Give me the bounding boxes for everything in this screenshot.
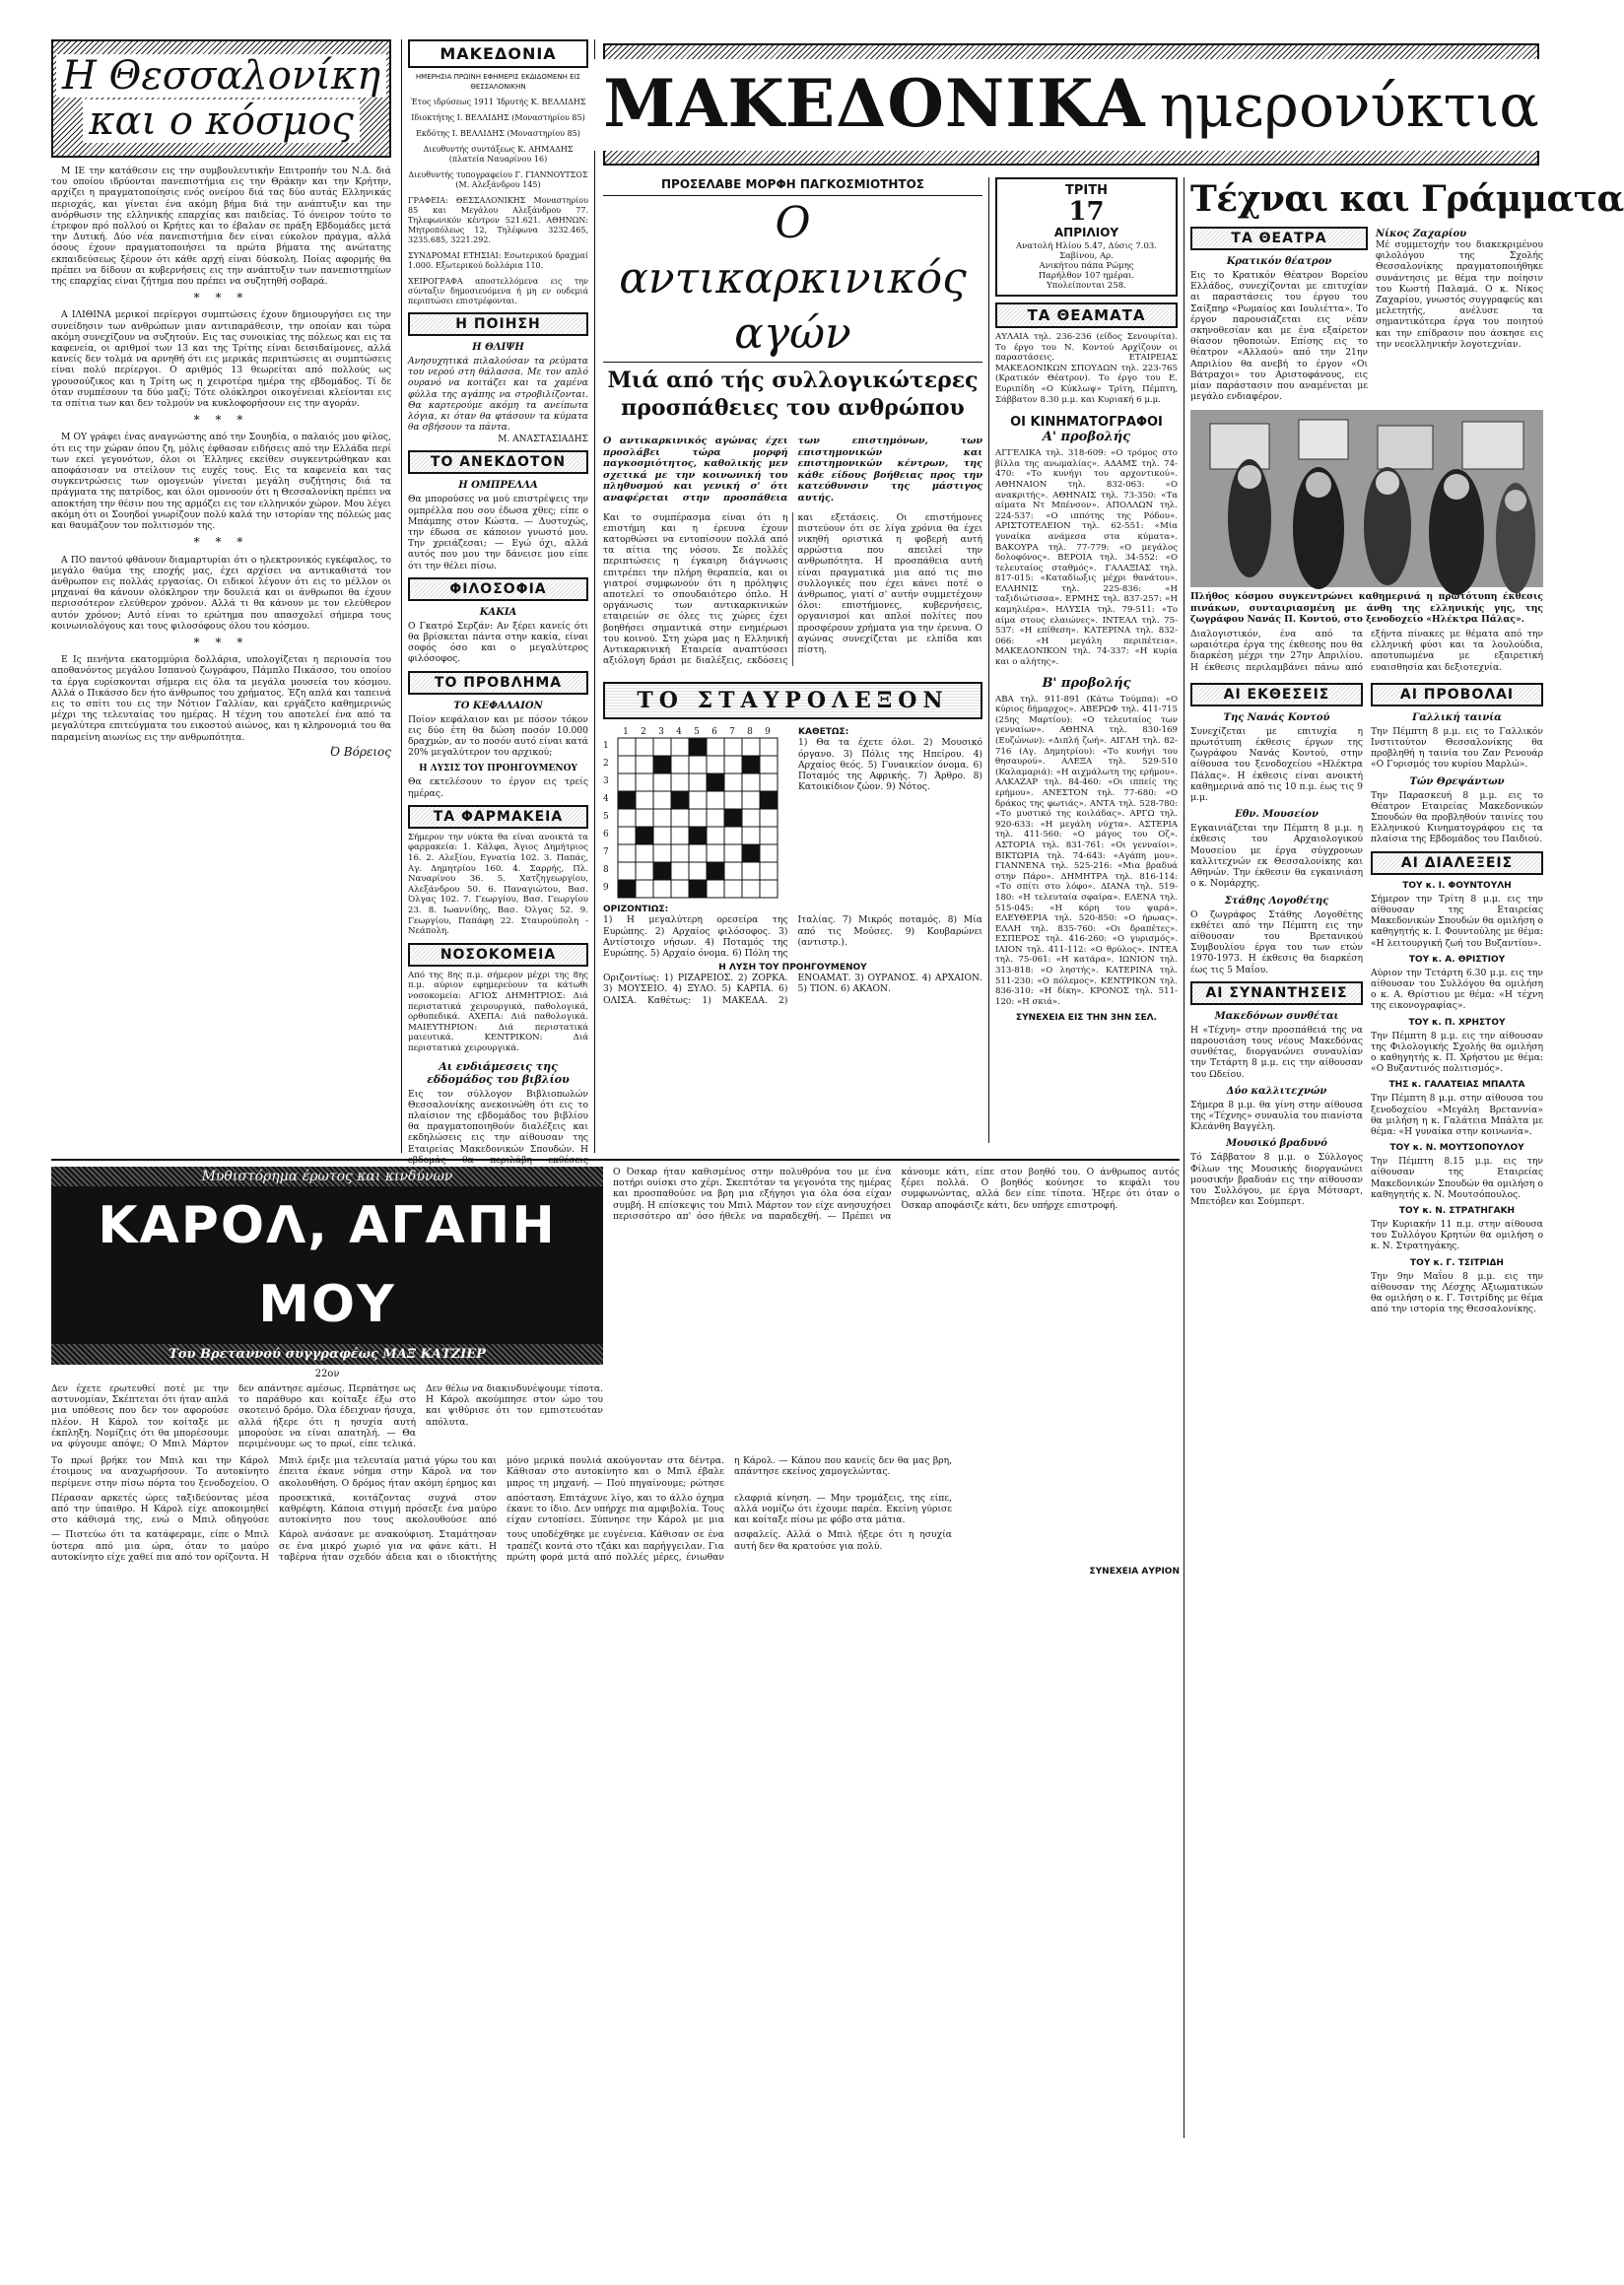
lecture-text: Την Πέμπτη 8 μ.μ. στην αίθουσα του ξενοδοχείου «Μεγάλη Βρεταννία» θα μιλήση η κ. Γαλάτεια Μπάλτα με θέμα: «Η γυναίκα στην κοινωνία». xyxy=(1371,1093,1543,1137)
crossword-row-numbers xyxy=(603,737,617,899)
masthead-logo xyxy=(408,39,588,68)
lecture-text: Σήμερον την Τρίτη 8 μ.μ. εις την αίθουσαν της Εταιρείας Μακεδονικών Σπουδών θα ομιλήση ο καθηγητής κ. Ι. Φουντούλης με θέμα: «Η λειτουργική ζωή του Βυζαντίου». xyxy=(1371,893,1543,949)
column-body xyxy=(51,166,391,758)
crossword-cell xyxy=(618,738,636,756)
b-screenings-head: Β' προβολής xyxy=(1042,675,1131,691)
lectures-head: ΑΙ ΔΙΑΛΕΞΕΙΣ xyxy=(1371,851,1543,875)
article-lead: Ο αντικαρκινικός αγώνας έχει προσλάβει τώρα μορφή παγκοσμιότητος, καθολικής μεν σχετικά με την κοινωνική του πληθυσμού και γενική σ' ότι αναφέρεται στην προσπάθεια των επιστημόνων, των επιστημονικών και επιστημονικών κέντρων, της κάθε είδους βοήθειας προς την κατεύθυνσιν της μάστιγος αυτής. xyxy=(603,436,982,504)
crossword-number: 9 xyxy=(765,727,771,738)
arts-left-col xyxy=(1190,677,1363,1315)
crossword-block xyxy=(603,727,982,899)
crossword-cell xyxy=(760,809,778,827)
crossword-cell xyxy=(742,791,760,809)
cinemas-head: ΟΙ ΚΙΝΗΜΑΤΟΓΡΑΦΟΙ xyxy=(1010,415,1163,431)
serial-title: ΚΑΡΟΛ, ΑΓΑΠΗ ΜΟΥ xyxy=(51,1186,603,1344)
crossword-cell xyxy=(671,738,689,756)
exhibition-photo xyxy=(1190,410,1543,587)
library-title: Αι ενδιάμεσεις της εδδομάδος του βιβλίου xyxy=(427,1059,570,1086)
serial-text-1: Δεν έχετε ερωτευθεί ποτέ με την αστυνομίαν, Σκέπτεται ότι ήταν απλά μια υπόθεσις που δεν τον αφορούσε πλέον. Η Κάρολ τον κοίταξε με έκπληξη. Νομίζεις ότι θα μπορέσουμε να φύγουμε απόψε; Ο Μπιλ Μάρτον δεν απάντησε αμέσως. Περπάτησε ως το παράθυρο και κοίταξε έξω στο σκοτεινό δρόμο. Όλα έδειχναν ήσυχα, αλλά ήξερε ότι η ησυχία αυτή μπορούσε να είναι απατηλή. — Θα περιμένουμε ως το πρωί, είπε τελικά. Δεν θέλω να διακινδυνέψουμε τίποτα. Η Κάρολ ακούμπησε στον ώμο του και ψιθύρισε ότι τον εμπιστευόταν απόλυτα. xyxy=(51,1383,603,1450)
crossword-cell xyxy=(636,862,653,880)
exhibition-title: Στάθης Λογοθέτης xyxy=(1224,895,1329,907)
crossword-black-cell xyxy=(689,827,707,844)
article-paragraph-5: Ε Ις πενήντα εκατομμύρια δολλάρια, υπολογίζεται η περιουσία του αποθανόντος μεγάλου Ισπανού ζωγράφου, Πάμπλο Πικάσσο, του οποίου τα έργα ευρίσκονται σήμερα εις όλα τα μεγάλα μουσεία του κόσμου. Αλλά ο Πικάσσο δεν ήτο άνθρωπος του χρήματος. Έζη απλά και ταπεινά εις το σπίτι του εις την Νότιον Γαλλίαν, και εργάζετο καθημερινώς μέχρι της τελευταίας του ημέρας. Η τέχνη του αποτελεί ένα από τα μεγαλύτερα επιτεύγματα του εικοστού αιώνος, και η κληρονομιά του θα παραμείνη αιωνίως εις την ανθρωπότητα. xyxy=(51,654,391,743)
crossword-number: 7 xyxy=(729,727,735,738)
crossword-black-cell xyxy=(636,827,653,844)
crossword-number: 8 xyxy=(603,865,609,876)
crossword-number: 4 xyxy=(676,727,682,738)
photo-painting xyxy=(1210,424,1269,469)
meetings-head: ΑΙ ΣΥΝΑΝΤΗΣΕΙΣ xyxy=(1190,981,1363,1005)
date-pope: Ανικήτου πάπα Ρώμης xyxy=(1039,261,1134,271)
pharmacy-head: ΤΑ ΦΑΡΜΑΚΕΙΑ xyxy=(408,805,588,829)
crossword-cell xyxy=(671,809,689,827)
photo-painting xyxy=(1462,422,1523,469)
hospital-head: ΝΟΣΟΚΟΜΕΙΑ xyxy=(408,943,588,967)
column-title-line1: Η Θεσσαλονίκη xyxy=(56,54,386,98)
crossword-cell xyxy=(653,809,671,827)
separator-stars: * * * xyxy=(193,413,249,428)
poetry-head: Η ΠΟΙΗΣΗ xyxy=(408,312,588,336)
crossword-cell xyxy=(671,756,689,773)
crossword-cell xyxy=(707,827,724,844)
serial-heading xyxy=(51,1167,603,1449)
photo-person-head xyxy=(1238,465,1261,489)
crossword-cell xyxy=(636,791,653,809)
crossword-cell xyxy=(636,773,653,791)
crossword-cell xyxy=(653,773,671,791)
photo-person-head xyxy=(1505,490,1526,511)
crossword-black-cell xyxy=(689,880,707,898)
crossword-cell xyxy=(671,773,689,791)
serial-byline: Του Βρεταννού συγγραφέως ΜΑΞ ΚΑΤΖΙΕΡ xyxy=(51,1344,603,1365)
column-rule xyxy=(401,39,402,1153)
author-name: Νίκος Ζαχαρίου xyxy=(1376,229,1467,239)
crossword-cell xyxy=(760,880,778,898)
crossword-cell xyxy=(707,844,724,862)
arts-title: Τέχναι και Γράμματα xyxy=(1190,178,1624,220)
crossword-cell xyxy=(618,862,636,880)
crossword-cell xyxy=(671,844,689,862)
serial-text-2: Ο Όσκαρ ήταν καθισμένος στην πολυθρόνα του με ένα ποτήρι ουίσκι στο χέρι. Σκεπτόταν τα γεγονότα της ημέρας και προσπαθούσε να βρη μια εξήγησι για όλα όσα είχαν συμβή. Η επίσκεψις του Μπιλ Μάρτον τον είχε ανησυχήσει περισσότερο απ' όσο ήθελε να παραδεχθή. — Πρέπει να κάνουμε κάτι, είπε στον βοηθό του. Ο άνθρωπος αυτός ξέρει πολλά. Ο βοηθός κούνησε το κεφάλι του συμφωνώντας, αλλά δεν είπε τίποτα. Ήξερε ότι όταν ο Όσκαρ αποφάσιζε κάτι, δεν υπήρχε επιστροφή. xyxy=(613,1167,1180,1222)
screening-text: Την Πέμπτη 8 μ.μ. εις το Γαλλικόν Ινστιτούτον Θεσσαλονίκης θα προβληθή η ταινία του Ζαν Ρενουάρ «Ο Γυρισμός του κυρίου Μαρλώ». xyxy=(1371,725,1543,771)
crossword-solution-head: Η ΛΥΣΗ ΤΟΥ ΠΡΟΗΓΟΥΜΕΝΟΥ xyxy=(718,963,867,974)
crossword-number: 7 xyxy=(603,847,609,858)
crossword-clues xyxy=(603,905,982,1005)
theatre-text: Εις το Κρατικόν Θέατρον Βορείου Ελλάδος, συνεχίζονται με επιτυχίαν αι παραστάσεις του έργου του Σαίξπηρ «Ρωμαίος και Ιουλιέττα». Το έργον παρουσιάζεται εις νέαν σκηνοθεσίαν και με ένα εξαίρετον θίασον ηθοποιών. Επίσης εις το θέατρον «Αλλαού» από την 21ην Απριλίου θα ανεβή το έργον «Οι Βάτραχοι» του Αριστοφάνους, εις μίαν παράστασιν που αναμένεται με μεγάλο ενδιαφέρον. xyxy=(1190,270,1368,403)
meeting-text: Η «Τέχνη» στην προσπάθειά της να παρουσιάση τους νέους Μακεδόνας συνθέτας, διοργανώνει συναυλίαν την Τετάρτη 8 μ.μ. εις την αίθουσαν του Ωδείου. xyxy=(1190,1024,1363,1080)
crossword-cell xyxy=(671,827,689,844)
crossword-cell xyxy=(707,809,724,827)
serial-text-4: Πέρασαν αρκετές ώρες ταξιδεύοντας μέσα από την ύπαιθρο. Η Κάρολ είχε αποκοιμηθεί στο κάθισμά της, ενώ ο Μπιλ οδηγούσε προσεκτικά, κοιτάζοντας συχνά στον καθρέφτη. Κάποια στιγμή πρόσεξε ένα μαύρο αυτοκίνητο που τους ακολουθούσε από απόσταση. Επιτάχυνε λίγο, και το άλλο όχημα έκανε το ίδιο. Δεν υπήρχε πια αμφιβολία. Τους είχαν εντοπίσει. Ξύπνησε την Κάρολ με μια ελαφριά κίνηση. — Μην τρομάξεις, της είπε, αλλά νομίζω ότι έχουμε παρέα. Εκείνη γύρισε και κοίταξε πίσω με φόβο στα μάτια. xyxy=(51,1492,952,1526)
crossword-cell xyxy=(742,880,760,898)
lecture-text: Την Πέμπτη 8 μ.μ. εις την αίθουσαν της Φιλολογικής Σχολής θα ομιλήση ο καθηγητής κ. Π. Χρήστου με θέμα: «Ο Βυζαντινός πολιτισμός». xyxy=(1371,1030,1543,1075)
cinemas-list: ΑΓΓΕΛΙΚΑ τηλ. 318-609: «Ο τρόμος στο βίλλα της ανωμαλίας». ΑΔΑΜΣ τηλ. 74-470: «Το κυνήγι του αρχοντικού». ΑΘΗΝΑΙΟΝ τηλ. 832-063: «Ο ανακριτής». ΑΘΗΝΑΙΣ τηλ. 73-350: «Τα αίματα Ντ Μπένσον». ΑΠΟΛΛΩΝ τηλ. 224-537: «Ο ιππότης της Ρόδου». ΑΡΙΣΤΟΤΕΛΕΙΟΝ τηλ. 62-551: «Μία γυναίκα ανάμεσα στα κύματα». ΒΑΚΟΥΡΑ τηλ. 77-779: «Ο μεγάλος δολοφόνος». ΒΕΡΟΙΑ τηλ. 34-552: «Ο τελευταίος σταθμός». ΓΑΛΑΞΙΑΣ τηλ. 817-015: «Καταδίωξις μέχρι θανάτου». ΕΛΛΗΝΙΣ τηλ. 225-836: «Η ταξιδιώτισσα». ΕΡΜΗΣ τηλ. 837-257: «Η καμηλιέρα». ΗΛΥΣΙΑ τηλ. 79-511: «Το αίμα στους ελαιώνες». ΙΝΤΕΑΛ τηλ. 75-537: «Η επίθεση». ΚΑΤΕΡΙΝΑ τηλ. 832-066: «Η μεγάλη περιπέτεια». ΜΑΚΕΔΟΝΙΚΟΝ τηλ. 74-337: «Η κυρία και ο αλήτης». xyxy=(995,448,1178,668)
date-month: ΑΠΡΙΛΙΟΥ xyxy=(1053,226,1119,239)
crossword-black-cell xyxy=(653,756,671,773)
philosophy: Ο Γκατρό Σερζάν: Αν ξέρει κανείς ότι θα βρίσκεται πάντα στην κακία, είναι σοφός όσο και ο μεγαλύτερος φιλόσοφος. xyxy=(408,620,588,665)
crossword-black-cell xyxy=(742,756,760,773)
philosophy-title: ΚΑΚΙΑ xyxy=(479,606,517,618)
crossword-cell xyxy=(760,862,778,880)
crossword-cell xyxy=(707,791,724,809)
separator-stars: * * * xyxy=(193,535,249,550)
problem-title: ΤΟ ΚΕΦΑΛΑΙΟΝ xyxy=(453,700,543,711)
exhibition-text: Ο ζωγράφος Στάθης Λογοθέτης εκθέτει από την Πέμπτη εις την αίθουσαν του Βρετανικού Συμβουλίου έργα του των ετών 1970-1973. Η έκθεσις θα διαρκέση έως τις 5 Μαΐου. xyxy=(1190,908,1363,975)
serial-kicker: Μυθιστόρημα έρωτος και κινδύνων xyxy=(51,1167,603,1186)
cinemas-sub: Α' προβολής xyxy=(1042,430,1131,445)
serial-novel xyxy=(51,1167,1180,2251)
date-elapsed: Παρήλθον 107 ημέραι. xyxy=(1038,271,1135,281)
lecture-text: Την Κυριακήν 11 π.μ. στην αίθουσα του Συλλόγου Κρητών θα ομιλήση ο κ. Ν. Στρατηγάκης. xyxy=(1371,1218,1543,1252)
crossword-cell xyxy=(760,773,778,791)
horizontal-head: ΟΡΙΖΟΝΤΙΩΣ: xyxy=(603,905,669,915)
crossword-cell xyxy=(653,827,671,844)
crossword-black-cell xyxy=(689,738,707,756)
crossword-number: 1 xyxy=(603,741,609,752)
crossword-cell xyxy=(724,773,742,791)
theatres-list: ΑΥΛΑΙΑ τηλ. 236-236 (είδος Σενουρίτα). Το έργο του Ν. Κοντού Αρχίζουν οι παραστάσεις. ΕΤΑΙΡΕΙΑΣ ΜΑΚΕΔΟΝΙΚΩΝ ΣΠΟΥΔΩΝ τηλ. 223-765 (Κρατικόν Θέατρον). Το έργο του Ε. Ευριπίδη «Ο Κύκλωψ» Τρίτη, Πέμπτη, Σάββατον 8.30 μ.μ. και Κυριακή 6 μ.μ. xyxy=(995,332,1178,405)
thessaloniki-column xyxy=(51,39,391,1350)
anecdote-title: Η ΟΜΠΡΕΛΛΑ xyxy=(458,480,538,492)
anecdote-head: ΤΟ ΑΝΕΚΔΟΤΟΝ xyxy=(408,450,588,474)
crossword-clues-vertical xyxy=(798,727,982,899)
crossword-cell xyxy=(760,844,778,862)
crossword-grid-wrap xyxy=(603,727,790,899)
crossword-black-cell xyxy=(742,844,760,862)
photo-painting xyxy=(1378,426,1433,469)
masthead-tagline: ΗΜΕΡΗΣΙΑ ΠΡΩΙΝΗ ΕΦΗΜΕΡΙΣ ΕΚΔΙΔΟΜΕΝΗ ΕΙΣ ΘΕΣΣΑΛΟΝΙΚΗΝ xyxy=(415,73,581,91)
problem-head: ΤΟ ΠΡΟΒΛΗΜΑ xyxy=(408,671,588,695)
crossword-numbers xyxy=(617,727,790,737)
crossword-cell xyxy=(653,844,671,862)
crossword-black-cell xyxy=(707,773,724,791)
crossword-cell xyxy=(636,844,653,862)
crossword-cell xyxy=(707,756,724,773)
section-rule xyxy=(51,1159,1180,1161)
serial-text-5: — Πιστεύω ότι τα κατάφεραμε, είπε ο Μπιλ ύστερα από μια ώρα, όταν το μαύρο αυτοκίνητο είχε χαθεί πια από τον ορίζοντα. Η Κάρολ ανάσανε με ανακούφιση. Σταμάτησαν σε ένα μικρό χωριό για να φάνε κάτι. Η ταβέρνα ήταν σχεδόν άδεια και ο ιδιοκτήτης τους υποδέχθηκε με ευγένεια. Κάθισαν σε ένα τραπέζι κοντά στο τζάκι και παρήγγειλαν. Για πρώτη φορά μετά από πολλές μέρες, ένιωθαν ασφαλείς. Αλλά ο Μπιλ ήξερε ότι η ησυχία αυτή δεν θα κρατούσε για πολύ. xyxy=(51,1529,952,1563)
vertical-clues: 1) Θα τα έχετε όλοι. 2) Μουσικό όργανο. 3) Πόλις της Ηπείρου. 4) Αρχαίος θεός. 5) Γυναικείον όνομα. 6) Ποταμός της Αφρικής. 7) Άρθρο. 8) Κατοικίδιον ζώον. 9) Νότος. xyxy=(798,737,982,793)
crossword-cell xyxy=(636,756,653,773)
crossword-cell xyxy=(689,809,707,827)
author-text: Μέ συμμετοχήν του διακεκριμένου φιλολόγου της Σχολής Θεσσαλονίκης πραγματοποιήθηκε συνάντησις με θέμα την ποίησιν του Κωστή Παλαμά. Ο κ. Νίκος Ζαχαρίου, γνωστός συγγραφεύς και μελετητής, ανέλυσε τα σημαντικότερα έργα του ποιητού και την επίδρασιν που άσκησε εις την νεοελληνικήν λογοτεχνίαν. xyxy=(1376,239,1543,350)
date-remaining: Υπολείπονται 258. xyxy=(1047,281,1126,291)
crossword-black-cell xyxy=(760,791,778,809)
lecture-title: ΤΟΥ κ. Π. ΧΡΗΣΤΟΥ xyxy=(1408,1017,1506,1028)
exhibition-title: Της Νανάς Κοντού xyxy=(1223,711,1330,723)
article-paragraph-1: Μ ΙΕ την κατάθεσιν εις την συμβουλευτικήν Επιτροπήν του Ν.Δ. διά του οποίου ιδρύονται πανεπιστήμια εις την Θράκην και την Κρήτην, αρχίζει η πραγματοποίησις ενός ονείρου διά τας δύο αυτάς Ελληνικάς περιοχάς, και γίνεται ένα ακόμη βήμα διά την ανάπτυξιν και την ανόρθωσιν της ελληνικής επαρχίας και παιδείας. Τό όνειρον τούτο το έτρεφον πρό πολλού οι Κρήτες και το έβαλαν σε πράξη Εβδομάδες μετά την Δυτική. Δύο νέα πανεπιστήμια δεν είναι εύκολον πράγμα, αλλά όσους έχουν πραγματοποιήσει τα πρώτα βήματα της ανώτατης εκπαιδεύσεως ξέρουν ότι κάθε αρχή είναι δύσκολη. Ποίας αφορμής θα πρέπει να δίδουν αι κυβερνήσεις εις την ανάπτυξιν των πανεπιστημίων της επαρχίας είναι ζήτημα που πρέπει να συζητηθή σοβαρά. xyxy=(51,166,391,288)
theatre-sub: Κρατικόν θέατρον xyxy=(1226,256,1332,267)
exhibition-title: Εθν. Μουσείον xyxy=(1235,809,1319,821)
lecture-title: ΤΟΥ κ. Ν. ΜΟΥΤΣΟΠΟΥΛΟΥ xyxy=(1389,1143,1524,1154)
vertical-head: ΚΑΘΕΤΩΣ: xyxy=(798,727,849,738)
crossword-cell xyxy=(636,880,653,898)
article-body: Και το συμπέρασμα είναι ότι η επιστήμη και η έρευνα έχουν κατορθώσει να εντοπίσουν πολλά από τα αίτια της νόσου. Σε πολλές περιπτώσεις η έγκαιρη διάγνωσις επιτρέπει την πλήρη θεραπεία, και οι γιατροί συμφωνούν ότι η πρόληψις αποτελεί το σπουδαιότερο όπλο. Η οργάνωσις των αντικαρκινικών εταιρειών σε όλες τις χώρες έχει βοηθήσει σημαντικά στην ενημέρωσι του κοινού. Στη χώρα μας η Ελληνική Αντικαρκινική Εταιρεία αναπτύσσει αξιόλογη δράσι με διαλέξεις, εκδόσεις και εξετάσεις. Οι επιστήμονες πιστεύουν ότι σε λίγα χρόνια θα έχει νικηθή οριστικά η φοβερή αυτή αρρώστια που απειλεί την ανθρωπότητα. Η προσπάθεια αυτή είναι πραγματικά μια από τις πιο συλλογικές που έχει κάνει ποτέ ο άνθρωπος, γιατί σ' αυτήν συμμετέχουν όλοι: επιστήμονες, κυβερνήσεις, οργανισμοί και απλοί πολίτες που προσφέρουν χρήματα για την έρευνα. Ο αγώνας συνεχίζεται με ελπίδα και πίστη. xyxy=(603,511,982,667)
crossword-cell xyxy=(689,791,707,809)
crossword-number: 4 xyxy=(603,794,609,805)
exhibitions-head: ΑΙ ΕΚΘΕΣΕΙΣ xyxy=(1190,683,1363,706)
anecdote: Θα μπορούσες να μού επιστρέψεις την ομπρέλλα που σου έδωσα χθες; είπε ο Μπάμπης στον Κώστα. — Δυστυχώς, την έδωσα σε κάποιον γνωστό μου. Την χρειάζεσαι; — Εγώ όχι, αλλά αυτός που μου την δάνεισε μου είπε ότι την θέλει πίσω. xyxy=(408,494,588,571)
arts-right-col xyxy=(1371,677,1543,1315)
crossword-number: 5 xyxy=(603,812,609,823)
article-title: Ο αντικαρκινικός αγών xyxy=(603,195,982,363)
lecture-title: ΤΟΥ κ. Α. ΘΡΙΣΤΙΟΥ xyxy=(1408,954,1506,965)
crossword-number: 6 xyxy=(711,727,717,738)
masthead-info xyxy=(408,72,588,306)
column-rule xyxy=(988,177,989,1143)
crossword-cell xyxy=(760,756,778,773)
crossword-cell xyxy=(636,738,653,756)
crossword-cell xyxy=(742,773,760,791)
section-banner xyxy=(603,43,1539,166)
crossword-number: 3 xyxy=(658,727,664,738)
exhibition-text: Εγκαινιάζεται την Πέμπτη 8 μ.μ. η έκθεσις του Αρχαιολογικού Μουσείου με έργα σύγχρονων καλλιτεχνών εκ Θεσσαλονίκης και Αθηνών. Την έκθεσιν θα εγκαινιάση ο κ. Νομάρχης. xyxy=(1190,823,1363,890)
screening-title: Τών Θρεψάντων xyxy=(1409,775,1505,787)
crossword-number: 8 xyxy=(747,727,753,738)
crossword-cell xyxy=(653,880,671,898)
crossword-number: 9 xyxy=(603,883,609,894)
crossword-black-cell xyxy=(653,862,671,880)
masthead-publisher: Εκδότης Ι. ΒΕΛΛΙΔΗΣ (Μοναστηρίου 85) xyxy=(416,129,580,138)
crossword-cell xyxy=(742,738,760,756)
pharmacy-list: Σήμερον την νύκτα θα είναι ανοικτά τα φαρμακεία: 1. Κάλφα, Άγιος Δημήτριος 16. 2. Αλεξίου, Εγνατία 102. 3. Παπάς, Αγ. Δημητρίου 160. 4. Σαρρής, Πλ. Ναυαρίνου 36. 5. Χατζηγεωργίου, Αλεξάνδρου 50. 6. Παναγιώτου, Βασ. Όλγας 102. 7. Γεωργίου, Βασ. Γεωργίου 23. 8. Ιωαννίδης, Βασ. Όλγας 52. 9. Γεωργίου, Παπάφη 22. Σταυρούπολη - Νεάπολη. xyxy=(408,832,588,937)
crossword-black-cell xyxy=(618,880,636,898)
hospital-list: Από της 8ης π.μ. σήμερον μέχρι της 8ης π.μ. αύριον εφημερεύουν τα κάτωθι νοσοκομεία: ΑΓΙΟΣ ΔΗΜΗΤΡΙΟΣ: Διά περιστατικά χειρουργικά, παθολογικά, ορθοπεδικά. ΑΧΕΠΑ: Διά παθολογικά. ΜΑΙΕΥΤΗΡΙΟΝ: Διά περιστατικά μαιευτικά. ΚΕΝΤΡΙΚΟΝ: Διά περιστατικά χειρουργικά. xyxy=(408,970,588,1053)
masthead-owner: Ιδιοκτήτης Ι. ΒΕΛΛΙΔΗΣ (Μοναστηρίου 85) xyxy=(411,113,585,122)
lecture-title: ΤΗΣ κ. ΓΑΛΑΤΕΙΑΣ ΜΠΑΛΤΑ xyxy=(1388,1080,1525,1091)
poem: Ανησυχητικά πιλαλούσαν τα ρεύματα του νερού στη θάλασσα. Με τον απλό ουρανό να κοιτάζει και τα χαμένα φύλλα της αγάπης να στροβιλίζονται. Θα καρτερούμε ακόμη τα ανείπωτα λόγια, κι όταν θα φτάσουν τα κύματα θα σβήσουν τα πάντα. xyxy=(408,356,588,434)
banner-word-2: ημερονύκτια xyxy=(1159,71,1539,141)
banner-word-1: ΜΑΚΕΔΟΝΙΚΑ xyxy=(603,64,1146,142)
date-saint: Σαβίνου, Αρ. xyxy=(1059,251,1114,261)
lecture-title: ΤΟΥ κ. Ν. ΣΤΡΑΤΗΓΑΚΗ xyxy=(1398,1205,1516,1216)
masthead-director: Διευθυντής συντάξεως Κ. ΑΗΜΑΔΗΣ (πλατεία Ναυαρίνου 16) xyxy=(423,145,574,164)
crossword-cell xyxy=(724,791,742,809)
crossword-cell xyxy=(689,844,707,862)
serial-top xyxy=(51,1167,1180,1449)
crossword-cell xyxy=(689,862,707,880)
crossword-cell xyxy=(742,809,760,827)
column-title xyxy=(51,39,391,158)
photo-person-head xyxy=(1376,471,1399,495)
crossword-cell xyxy=(707,738,724,756)
crossword-number: 1 xyxy=(623,727,629,738)
crossword-cell xyxy=(671,880,689,898)
signature: Ό Βόρειος xyxy=(329,744,391,759)
crossword-black-cell xyxy=(618,791,636,809)
photo-person-head xyxy=(1306,472,1331,498)
crossword-cell xyxy=(742,827,760,844)
crossword-cell xyxy=(724,827,742,844)
article-subtitle-2: προσπάθειες του ανθρώπου xyxy=(621,395,965,421)
cancer-article xyxy=(603,177,982,1143)
column-title-line2: και ο κόσμος xyxy=(83,100,360,143)
photo-caption-text: Διαλογιστικόν, ένα από τα ωραιότερα έργα της έκθεσης που θα διαρκέση μέχρι την 27ην Απριλίου. Η έκθεσις περιλαμβάνει πάνω από εξήντα πίνακες με θέματα από την ελληνική φύσι και τα λουλούδια, αποτυπωμένα με εξαιρετική ευαισθησία και δεξιοτεχνία. xyxy=(1190,629,1543,673)
crossword-cell xyxy=(653,738,671,756)
solution: Θα εκτελέσουν το έργον εις τρείς ημέρας. xyxy=(408,776,588,799)
meeting-text: Τό Σάββατον 8 μ.μ. ο Σύλλογος Φίλων της Μουσικής διοργανώνει μουσικήν βραδυάν εις την αίθουσαν του Συλλόγου, με έργα Μότσαρτ, Μπετόβεν και Σούμπερτ. xyxy=(1190,1152,1363,1208)
library-text: Εις τον σύλλογον Βιβλιοπωλών Θεσσαλονίκης ανεκοινώθη ότι εις το πλαίσιον της εβδομάδος του βιβλίου θα πραγματοποιηθούν διαλέξεις και εκδηλώσεις εις την αίθουσαν της Εταιρείας Μακεδονικών Σπουδών. Η xyxy=(408,1088,588,1155)
lecture-title: ΤΟΥ κ. Ι. ΦΟΥΝΤΟΥΛΗ xyxy=(1402,880,1512,891)
article-kicker: ΠΡΟΣΕΛΑΒΕ ΜΟΡΦΗ ΠΑΓΚΟΣΜΙΟΤΗΤΟΣ xyxy=(661,177,924,191)
photo-person-head xyxy=(1444,474,1469,500)
crossword-number: 6 xyxy=(603,830,609,840)
date-number: 17 xyxy=(1068,197,1105,227)
separator-stars: * * * xyxy=(193,291,249,305)
column-rule xyxy=(594,39,595,1153)
masthead-founded: Έτος ιδρύσεως 1911 Ίδρυτής Κ. ΒΕΛΛΙΔΗΣ xyxy=(410,98,586,106)
date-box xyxy=(995,177,1178,297)
crossword-number: 3 xyxy=(603,776,609,787)
arts-top-row xyxy=(1190,225,1543,402)
separator-stars: * * * xyxy=(193,635,249,649)
crossword-solution: Οριζοντίως: 1) ΡΙΖΑΡΕΙΟΣ. 2) ΖΟΡΚΑ. 3) ΜΟΥΣΕΙΟ. 4) ΞΥΛΟ. 5) ΚΑΡΠΑ. 6) ΟΛΙΣΑ. Καθέτως: 1) ΜΑΚΕΔΑ. 2) ΕΝΟΑΜΑΤ. 3) ΟΥΡΑΝΟΣ. 4) ΑΡΧΑΙΟΝ. 5) ΤΙΟΝ. 6) ΑΚΑΟΝ. xyxy=(603,973,982,1006)
article-paragraph-2: Α ΙΛΙΘΙΝΑ μερικοί περίεργοι συμπτώσεις έχουν δημιουργήσει εις την συνείδησιν των ανθρώπων μιαν αντιπαράθεσιν, την οποίαν και τώρα ακόμη συνεχίζουν να συζητούν. Εις τας συνοικίας της πόλεως και εις τα καφενεία, οι αριθμοί των 13 και της Τρίτης είναι δεισιδαίμονες, αλλά κανείς δεν τολμά να αρνηθή ότι εις μερικάς περιπτώσεις αι συμπτώσεις είναι πολύ περίεργοι. Ο αριθμός 13 θεωρείται από πολλούς ως γρουσούζικος και η Τρίτη ως η χειροτέρα ημέρα της εβδομάδος. Τί δε όταν συμπέσουν τα δύο μαζί; Τότε ολόκληροι οικογένειαι κλείονται εις τα σπίτια των και δεν τολμούν να κυκλοφορήσουν εις την αγοράν. xyxy=(51,309,391,410)
crossword-cell xyxy=(671,862,689,880)
crossword-cell xyxy=(742,862,760,880)
poem-title: Η ΘΛΙΨΗ xyxy=(472,342,524,353)
b-screenings-list: ΑΒΑ τηλ. 911-891 (Κάτω Τούμπα): «Ο κύριος δήμαρχος». ΑΒΕΡΩΦ τηλ. 411-715 (25ης Μαρτίου): «Ο τελευταίος των γενναίων». ΑΘΗΝΑ τηλ. 830-169 (Ευζώνων): «Διπλή ζωή». ΑΙΓΛΗ τηλ. 82-716 (Αγ. Δημητρίου): «Το κυνήγι του θησαυρού». ΑΛΕΞΑ τηλ. 529-510 (Καλαμαριά): «Η αιχμάλωτη της ερήμου». ΑΛΚΑΖΑΡ τηλ. 84-460: «Οι ιππείς της ερήμου». ΑΝΕΣΤΟΝ τηλ. 77-680: «Ο δράκος της φωτιάς». ΑΝΤΑ τηλ. 528-780: «Το μυστικό της κοιλάδας». ΑΡΓΩ τηλ. 920-633: «Η μεγάλη νύχτα». ΑΣΤΕΡΙΑ τηλ. 411-560: «Ο μάγος του Οζ». ΑΣΤΟΡΙΑ τηλ. 831-761: «Οι γενναίοι». ΒΙΚΤΩΡΙΑ τηλ. 74-643: «Αγάπη μου». ΓΙΑΝΝΕΝΑ τηλ. 525-216: «Μια βραδυά στην Πάρο». ΔΗΜΗΤΡΑ τηλ. 816-114: «Το σπίτι στο λόφο». ΔΙΑΝΑ τηλ. 519-180: «Η τελευταία σφαίρα». ΕΛΕΝΑ τηλ. 515-045: «Η κόρη του ψαρά». ΕΛΕΥΘΕΡΙΑ τηλ. 520-850: «Ο ήρωας». ΕΛΛΗ τηλ. 835-760: «Οι δραπέτες». ΕΣΠΕΡΟΣ τηλ. 416-260: «Ο γυρισμός». ΙΛΙΟΝ τηλ. 411-112: «Ο θρύλος». ΙΝΤΕΑ τηλ. 75-061: «Η κατάρα». ΙΩΝΙΟΝ τηλ. 313-818: «Ο ληστής». ΚΑΤΕΡΙΝΑ τηλ. 511-230: «Ο πόλεμος». ΚΕΝΤΡΙΚΟΝ τηλ. 836-310: «Η δίκη». ΚΡΟΝΟΣ τηλ. 511-120: «Η σκιά». xyxy=(995,694,1178,1007)
article-paragraph-4: Α ΠΟ παντού φθάνουν διαμαρτυρίαι ότι ο ηλεκτρονικός εγκέφαλος, το μεγάλο θαύμα της εποχής μας, έχει αρχίσει να αντικαθιστά τον άνθρωπον εις πολλάς εργασίας. Οι ειδικοί λέγουν ότι εις το μέλλον οι μηχαναί θα κάνουν ολόκληρον την δουλειά και οι άνθρωποι θα έχουν περισσότερον ελεύθερον χρόνον. Αλλά τι θα κάνουν με τον ελεύθερον αυτόν χρόνον; Αυτό είναι το ερώτημα που απασχολεί σήμερα τους κοινωνιολόγους και τους φιλοσόφους όλου του κόσμου. xyxy=(51,554,391,632)
screening-title: Γαλλική ταινία xyxy=(1412,711,1502,723)
crossword-cell xyxy=(689,773,707,791)
banner-text xyxy=(593,59,1549,151)
serial-episode: 22ον xyxy=(314,1369,340,1379)
serial-text-3: Το πρωί βρήκε τον Μπιλ και την Κάρολ έτοιμους να αναχωρήσουν. Το αυτοκίνητο περίμενε στην πίσω πόρτα του ξενοδοχείου. Ο Μπιλ έριξε μια τελευταία ματιά γύρω του και έπειτα έκανε νόημα στην Κάρολ να τον ακολουθήση. Ο δρόμος ήταν ακόμη έρημος και μόνο μερικά πουλιά ακούγονταν στα δέντρα. Κάθισαν στο αυτοκίνητο και ο Μπιλ έβαλε μπρος τη μηχανή. — Πού πηγαίνουμε; ρώτησε η Κάρολ. — Κάπου που κανείς δεν θα μας βρη, απάντησε εκείνος χαμογελώντας. xyxy=(51,1455,952,1489)
theatre-head: ΤΑ ΘΕΑΤΡΑ xyxy=(1190,227,1368,250)
lecture-text: Την 9ην Μαΐου 8 μ.μ. εις την αίθουσαν της Λέσχης Αξιωματικών θα ομιλήση ο κ. Γ. Τσιτρίδης με θέμα από την ιστορία της Θεσσαλονίκης. xyxy=(1371,1270,1543,1315)
masthead-column xyxy=(408,39,588,1153)
date-sun: Ανατολή Ηλίου 5.47, Δύσις 7.03. xyxy=(1015,241,1158,251)
crossword-title: ΤΟ ΣΤΑΥΡΟΛΕΞΟΝ xyxy=(603,682,982,719)
crossword-cell xyxy=(636,809,653,827)
crossword-cell xyxy=(618,756,636,773)
lecture-title: ΤΟΥ κ. Γ. ΤΣΙΤΡΙΔΗ xyxy=(1410,1257,1504,1268)
crossword-cell xyxy=(618,773,636,791)
crossword-cell xyxy=(618,809,636,827)
crossword-cell xyxy=(760,827,778,844)
meeting-title: Μακεδόνων συνθέται xyxy=(1214,1010,1339,1022)
article-subtitle-1: Μιά από τής συλλογικώτερες xyxy=(607,368,979,393)
meeting-title: Μουσικό βραδυνό xyxy=(1226,1138,1327,1150)
masthead-manuscripts: ΧΕΙΡΟΓΡΑΦΑ αποστελλόμενα εις την σύνταξιν δημοσιευόμενα ή μη εν ουδεμιά περιπτώσει επιστρέφονται. xyxy=(408,277,588,305)
crossword-grid xyxy=(617,737,778,899)
serial-continued: ΣΥΝΕΧΕΙΑ ΑΥΡΙΟΝ xyxy=(1089,1567,1180,1578)
crossword-cell xyxy=(724,862,742,880)
crossword-cell xyxy=(760,738,778,756)
crossword-cell xyxy=(707,880,724,898)
crossword-cell xyxy=(724,756,742,773)
screenings-head: ΑΙ ΠΡΟΒΟΛΑΙ xyxy=(1371,683,1543,706)
meeting-text: Σήμερα 8 μ.μ. θα γίνη στην αίθουσα της «Τέχνης» συναυλία του πιανίστα Κλεάνθη Βαγγέλη. xyxy=(1190,1099,1363,1133)
crossword-cell xyxy=(653,791,671,809)
horizontal-clues: 1) Η μεγαλύτερη ορεσείρα της Ευρώπης. 2) Αρχαίος φιλόσοφος. 3) Αντίστοιχο νήσων. 4) Ποταμός της Ευρώπης. 5) Αρχαίο όνομα. 6) Πόλη της Ιταλίας. 7) Μικρός ποταμός. 8) Μία από τις Μούσες. 9) Κουβαρώνει (αντιστρ.). xyxy=(603,914,982,960)
crossword-cell xyxy=(724,844,742,862)
philosophy-head: ΦΙΛΟΣΟΦΙΑ xyxy=(408,577,588,601)
lecture-text: Αύριον την Τετάρτη 6.30 μ.μ. εις την αίθουσαν του Συλλόγου θα ομιλήση ο κ. Α. Θρίστιου με θέμα: «Η τέχνη της εικονογραφίας». xyxy=(1371,967,1543,1012)
problem: Ποίον κεφάλαιον και με πόσον τόκον εις δύο έτη θα δώση ποσόν 10.000 δραχμών, αν το ποσόν αυτό είναι κατά 20% μεγαλύτερον του αρχικού; xyxy=(408,713,588,759)
screening-text: Την Παρασκευή 8 μ.μ. εις το Θέατρον Εταιρείας Μακεδονικών Σπουδών θα προβληθούν ταινίες του Ελληνικού Κινηματογράφου εις τα πλαίσια της Εβδομάδος του Παιδιού. xyxy=(1371,789,1543,845)
crossword-black-cell xyxy=(707,862,724,880)
masthead-logo-text: ΜΑΚΕΔΟΝΙΑ xyxy=(440,44,557,63)
crossword-black-cell xyxy=(671,791,689,809)
theatres-head: ΤΑ ΘΕΑΜΑΤΑ xyxy=(995,302,1178,328)
continued-note: ΣΥΝΕΧΕΙΑ ΕΙΣ ΤΗΝ 3ΗΝ ΣΕΛ. xyxy=(1015,1013,1158,1024)
meeting-title: Δύο καλλιτεχνών xyxy=(1226,1085,1327,1097)
crossword-cell xyxy=(724,880,742,898)
poet: Μ. ΑΝΑΣΤΑΣΙΑΔΗΣ xyxy=(498,435,588,445)
crossword-cell xyxy=(618,827,636,844)
lecture-text: Την Πέμπτη 8.15 μ.μ. εις την αίθουσαν της Εταιρείας Μακεδονικών Σπουδών θα ομιλήση ο καθηγητής κ. Ν. Μουτσόπουλος. xyxy=(1371,1156,1543,1200)
photo-caption: Πλήθος κόσμου συγκεντρώνει καθημερινά η πρωτότυπη έκθεσις πινάκων, συνταιριασμένη με άνθη της ελληνικής γης, της ζωγράφου Νανάς Π. Κοντού, στο ξενοδοχείο «Ηλέκτρα Πάλας». xyxy=(1190,591,1543,625)
crossword-number: 2 xyxy=(641,727,646,738)
masthead-printing: Διευθυντής τυπογραφείου Γ. ΓΙΑΝΝΟΥΤΣΟΣ (Μ. Αλεξάνδρου 145) xyxy=(408,170,588,189)
arts-column xyxy=(1190,177,1624,2256)
crossword-cell xyxy=(689,756,707,773)
photo-painting xyxy=(1299,420,1348,459)
solution-head: Η ΛΥΣΙΣ ΤΟΥ ΠΡΟΗΓΟΥΜΕΝΟΥ xyxy=(419,764,577,774)
crossword-cell xyxy=(618,844,636,862)
date-day: ΤΡΙΤΗ xyxy=(1065,183,1108,198)
crossword-number: 2 xyxy=(603,759,609,770)
masthead-offices: ΓΡΑΦΕΙΑ: ΘΕΣΣΑΛΟΝΙΚΗΣ Μοναστηρίου 85 και Μεγάλου Αλεξάνδρου 77. Τηλεφωνικόν κέντρον 521.621. ΑΘΗΝΩΝ: Μητροπόλεως 12, Τηλέφωνα 3232.465, 3235.685, 3221.292. xyxy=(408,196,588,244)
exhibition-text: Συνεχίζεται με επιτυχία η πρωτότυπη έκθεσις έργων της ζωγράφου Νανάς Κοντού, στην αίθουσα του ξενοδοχείου «Ηλέκτρα Πάλας». Η έκθεσις είναι ανοικτή καθημερινά από τις 10 π.μ. έως τις 9 μ.μ. xyxy=(1190,725,1363,804)
crossword-black-cell xyxy=(724,809,742,827)
article-paragraph-3: Μ ΟΥ γράφει ένας αναγνώστης από την Σουηδία, ο παλαιός μου φίλος, ότι εις την χώραν όπου ζη, μόλις έφθασαν ειδήσεις από την Ελλάδα περί των εκεί γεγονότων, όλοι οι Έλληνες εκείθεν συγκεντρώθηκαν και αποφάσισαν να στείλουν τις ευχές τους. Εις τα καφενεία και τας συγκεντρώσεις των ομογενών γίνεται μεγάλη συζήτησις διά τα πράγματα της πατρίδος, και όλοι ομονοούν ότι η Θεσσαλονίκη πρέπει να αποκτήση την θέσιν που της αρμόζει εις τον ελληνικόν χώρον. Μου λέγει ακόμη ότι οι Σουηδοί γνωρίζουν πολύ καλά την ιστορίαν της πόλεώς μας και θαυμάζουν τον πολιτισμόν της. xyxy=(51,432,391,532)
crossword-cell xyxy=(724,738,742,756)
masthead-subscriptions: ΣΥΝΔΡΟΜΑΙ ΕΤΗΣΙΑΙ: Εσωτερικού δραχμαί 1.000. Εξωτερικού δολλάρια 110. xyxy=(408,251,588,270)
arts-bottom xyxy=(1190,677,1543,1315)
crossword-number: 5 xyxy=(694,727,700,738)
